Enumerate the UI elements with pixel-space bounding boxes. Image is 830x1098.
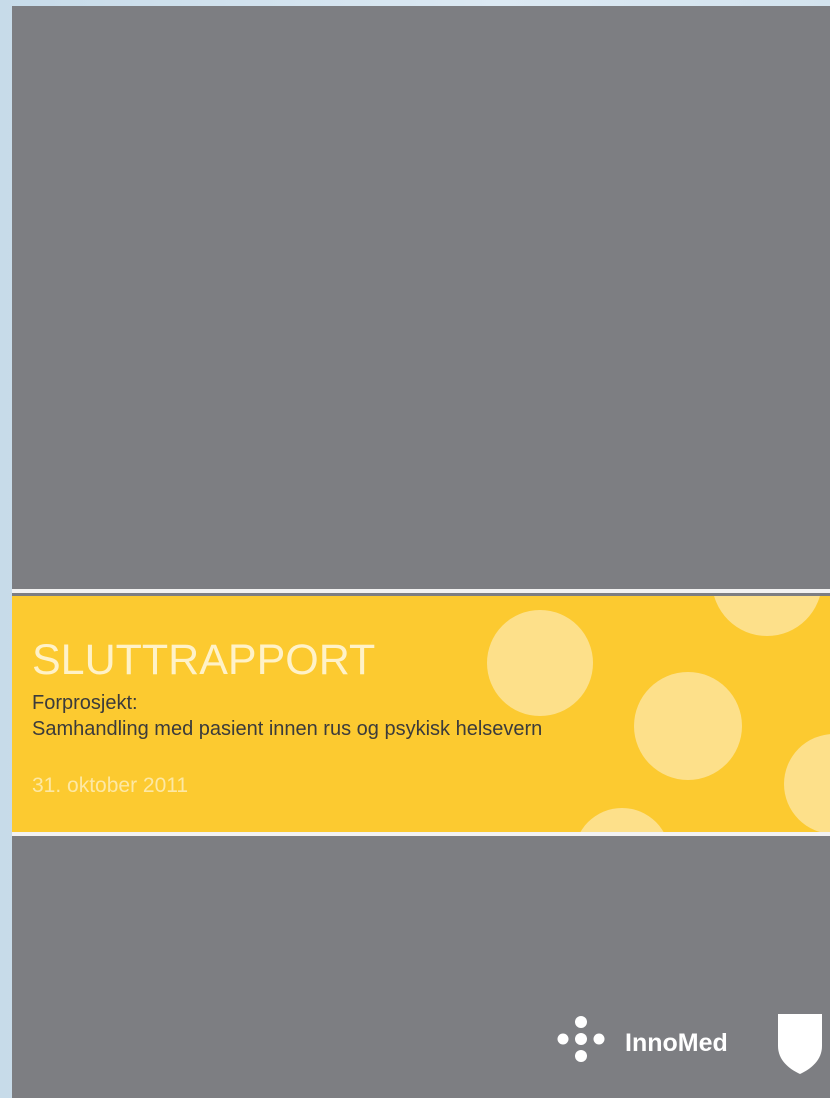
top-divider	[12, 589, 830, 593]
report-date: 31. oktober 2011	[32, 774, 189, 797]
report-title: SLUTTRAPPORT	[32, 636, 376, 684]
decor-circle	[487, 610, 593, 716]
decor-circle	[574, 808, 670, 832]
title-band	[12, 596, 830, 832]
report-cover	[12, 6, 830, 1098]
shield-icon	[775, 1012, 825, 1076]
bottom-divider	[12, 832, 830, 836]
dots-cross-icon	[553, 1012, 609, 1076]
innomed-logo	[553, 1012, 823, 1076]
logo-text: InnoMed	[625, 1029, 728, 1057]
decor-circle	[712, 596, 822, 636]
report-subtitle-label: Forprosjekt:	[32, 692, 138, 714]
report-subtitle: Samhandling med pasient innen rus og psykisk helsevern	[32, 718, 543, 740]
decor-circle	[634, 672, 742, 780]
decor-circle	[784, 734, 830, 832]
